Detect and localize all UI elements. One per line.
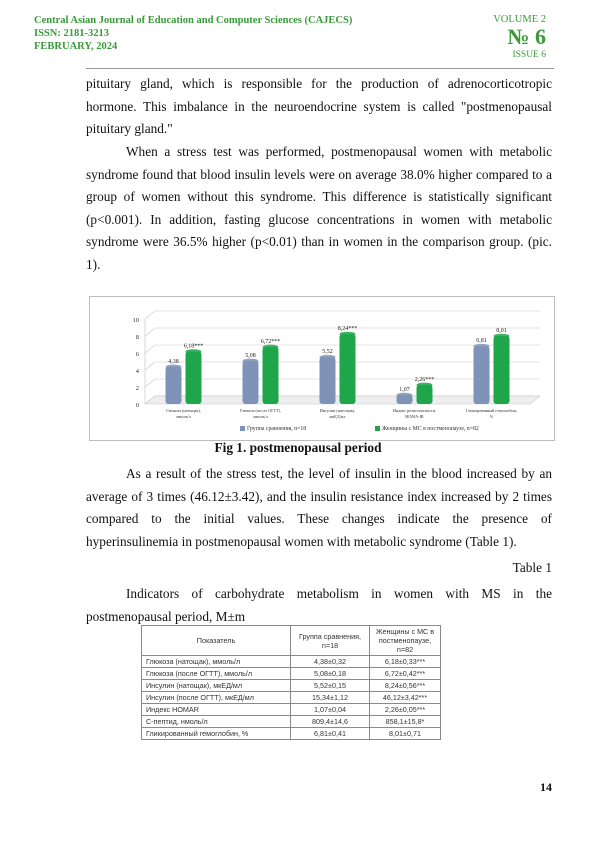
grid-line-side	[145, 328, 155, 336]
bar-cap	[186, 349, 202, 353]
y-tick-label: 0	[135, 402, 139, 409]
results-table	[141, 625, 441, 740]
journal-issn: ISSN: 2181-3213	[34, 28, 109, 39]
bar-cap	[340, 332, 356, 336]
paragraph-2: When a stress test was performed, postmenopausal women with metabolic syndrome found that blood insulin levels were on average 38.0% higher compared to a group of women without this syndrome. This difference is statistically significant (p<0.001). In addition, fasting glucose concentrations in women with metabolic syndrome were 36.5% higher (p<0.01) than in women in the comparison group. (pic. 1).	[86, 144, 552, 272]
y-tick-label: 2	[135, 385, 139, 392]
x-tick-label: Инсулин (натощак),	[319, 408, 356, 413]
table-cell: Глюкоза (после ОГТТ), ммоль/л	[142, 668, 291, 680]
table-cell: 5,52±0,15	[291, 680, 370, 692]
table-cell: Индекс HOMAR	[142, 704, 291, 716]
paragraph-1: pituitary gland, which is responsible for the production of adrenocorticotropic hormone. This imbalance in the neuroendocrine system is called "postmenopausal pituitary gland."	[86, 76, 552, 136]
bar	[263, 347, 279, 404]
legend-label: Группа сравнения, n=18	[247, 426, 307, 432]
table-header: Женщины с МС в постменопаузе, n=82	[370, 626, 441, 656]
bar-cap	[320, 355, 336, 359]
y-tick-label: 6	[135, 351, 139, 358]
table-cell: Инсулин (натощак), мкЕД/мл	[142, 680, 291, 692]
y-tick-label: 8	[135, 334, 139, 341]
table-header: Группа сравнения, n=18	[291, 626, 370, 656]
table-cell: 4,38±0,32	[291, 656, 370, 668]
bar-cap	[243, 359, 259, 363]
bar	[417, 385, 433, 404]
paragraph-3: As a result of the stress test, the level of insulin in the blood increased by an average of 3 times (46.12±3.42), and the insulin resistance index increased by 2 times compared to the initial values. These changes indicate the presence of hyperinsulinemia in postmenopausal women with metabolic syndrome (Table 1).	[86, 466, 552, 549]
data-label: 6,81	[476, 338, 487, 345]
table-cell: Глюкоза (натощак), ммоль/л	[142, 656, 291, 668]
table-label: Table 1	[512, 560, 552, 575]
table-row	[142, 656, 441, 668]
table-row	[142, 668, 441, 680]
data-label: 6,72***	[260, 338, 281, 345]
table-title: Indicators of carbohydrate metabolism in women with MS in the postmenopausal period, M±m	[86, 586, 552, 624]
data-label: 2,26***	[414, 376, 435, 383]
bar-cap	[474, 344, 490, 348]
data-label: 6,18***	[183, 343, 204, 350]
table-header: Показатель	[142, 626, 291, 656]
bar	[340, 334, 356, 404]
bar	[186, 351, 202, 404]
table-cell: С-пептид, нмоль/л	[142, 716, 291, 728]
y-tick-label: 4	[135, 368, 139, 375]
table-cell: 809,4±14,6	[291, 716, 370, 728]
table-cell: 6,81±0,41	[291, 728, 370, 740]
table-row	[142, 680, 441, 692]
table-row	[142, 704, 441, 716]
x-tick-label: мкЕД/мл	[329, 414, 346, 419]
grid-line-side	[145, 362, 155, 370]
bar-cap	[494, 334, 510, 338]
bar	[166, 367, 182, 404]
data-label: 5,52	[322, 349, 333, 356]
data-label: 1,07	[399, 386, 410, 393]
header-divider	[86, 68, 554, 69]
table-cell: 15,34±1,12	[291, 692, 370, 704]
table-cell: Гликированный гемоглобин, %	[142, 728, 291, 740]
data-label: 8,24***	[337, 325, 358, 332]
table-row	[142, 692, 441, 704]
chart-frame	[89, 296, 555, 441]
table-cell: 46,12±3,42***	[370, 692, 441, 704]
issue-block	[493, 14, 546, 62]
x-tick-label: Гликированный гемоглобин,	[466, 408, 517, 413]
bar	[474, 346, 490, 404]
table-row	[142, 728, 441, 740]
grid-line-side	[145, 311, 155, 319]
grid-line-side	[145, 345, 155, 353]
bar-cap	[417, 383, 433, 387]
issue-label: ISSUE 6	[512, 50, 546, 60]
bar-cap	[166, 365, 182, 369]
data-label: 8,01	[496, 327, 507, 334]
y-tick-label: 10	[132, 317, 139, 324]
x-tick-label: Глюкоза (натощак),	[166, 408, 201, 413]
x-tick-label: ммоль/л	[253, 414, 268, 419]
journal-title: Central Asian Journal of Education and Computer Sciences (CAJECS)	[34, 15, 353, 26]
table-row	[142, 716, 441, 728]
x-tick-label: %	[489, 414, 494, 419]
x-tick-label: Индекс резистентности,	[392, 408, 437, 413]
table-cell: 5,08±0,18	[291, 668, 370, 680]
grid-line-side	[145, 379, 155, 387]
page-number: 14	[540, 780, 552, 794]
table-cell: 6,72±0,42***	[370, 668, 441, 680]
x-tick-label: Глюкоза (после ОГТТ),	[239, 408, 282, 413]
legend-swatch	[240, 426, 245, 431]
legend-label: Женщины с МС в постменопаузе, n=82	[382, 426, 479, 432]
x-tick-label: HOMA-IR	[405, 414, 424, 419]
figure-caption: Fig 1. postmenopausal period	[214, 440, 382, 455]
bar	[494, 336, 510, 404]
table-cell: 1,07±0,04	[291, 704, 370, 716]
table-cell: 8,01±0,71	[370, 728, 441, 740]
bar-cap	[397, 393, 413, 397]
table-cell: 2,26±0,05***	[370, 704, 441, 716]
table-cell: 858,1±15,8*	[370, 716, 441, 728]
bar-chart	[90, 297, 554, 440]
table-cell: 6,18±0,33***	[370, 656, 441, 668]
number-label: № 6	[507, 24, 546, 49]
bar	[320, 357, 336, 404]
x-tick-label: ммоль/л	[176, 414, 191, 419]
table-cell: Инсулин (после ОГТТ), мкЕД/мл	[142, 692, 291, 704]
table-cell: 8,24±0,56***	[370, 680, 441, 692]
bar	[243, 361, 259, 404]
legend-swatch	[375, 426, 380, 431]
journal-date: FEBRUARY, 2024	[34, 41, 118, 52]
table-header-row	[142, 626, 441, 656]
journal-header	[34, 14, 352, 53]
volume-label: VOLUME 2	[493, 14, 546, 25]
data-label: 4,38	[168, 358, 179, 365]
bar-cap	[263, 345, 279, 349]
data-label: 5,08	[245, 352, 256, 359]
